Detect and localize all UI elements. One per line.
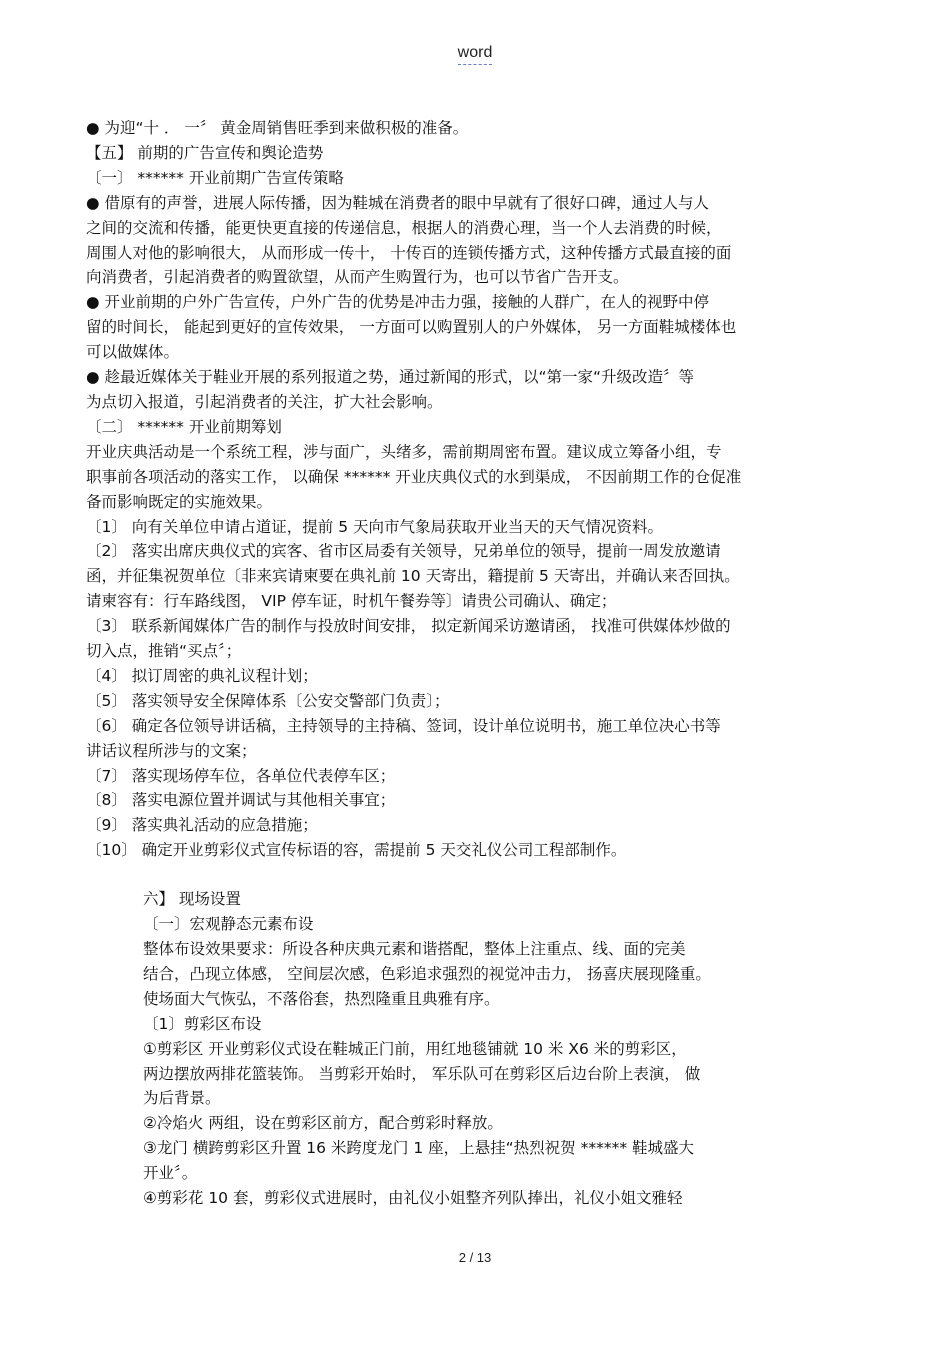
text-line: 讲话议程所涉与的文案； bbox=[86, 741, 257, 760]
text-line: 职事前各项活动的落实工作， 以确保 ****** 开业庆典仪式的水到渠成， 不因前期工作的仓促准 bbox=[86, 467, 742, 486]
text-line: 切入点，推销“买点〞； bbox=[86, 642, 242, 661]
text-line: 开业庆典活动是一个系统工程，涉与面广，头绪多，需前期周密布置。建议成立筹备小组，专 bbox=[86, 442, 722, 461]
list-item: 〔1〕 向有关单位申请占道证，提前 5 天向市气象局获取开业当天的天气情况资料。 bbox=[86, 517, 664, 536]
text-line: ● 为迎“十 ． 一〞 黄金周销售旺季到来做积极的准备。 bbox=[86, 119, 469, 137]
text-line: 结合，凸现立体感， 空间层次感，色彩追求强烈的视觉冲击力， 扬喜庆展现隆重。 bbox=[143, 964, 711, 983]
document-body bbox=[86, 116, 866, 1211]
text-line: ● 趁最近媒体关于鞋业开展的系列报道之势，通过新闻的形式，以“第一家“升级改造〞等 bbox=[86, 368, 695, 387]
text-line: 开业〞。 bbox=[143, 1164, 198, 1183]
subsection-heading: 〔1〕剪彩区布设 bbox=[143, 1014, 262, 1033]
section-six bbox=[86, 887, 866, 1211]
text-line: 为点切入报道，引起消费者的关注，扩大社会影响。 bbox=[86, 392, 443, 411]
text-line: 向消费者，引起消费者的购置欲望，从而产生购置行为，也可以节省广告开支。 bbox=[86, 268, 629, 287]
list-item: 〔6〕 确定各位领导讲话稿，主持领导的主持稿、签词，设计单位说明书，施工单位决心书等 bbox=[86, 716, 721, 735]
paragraph-gap bbox=[86, 863, 866, 887]
list-item: 〔10〕 确定开业剪彩仪式宣传标语的容，需提前 5 天交礼仪公司工程部制作。 bbox=[86, 841, 627, 860]
list-item: 〔5〕 落实领导安全保障体系〔公安交警部门负责〕； bbox=[86, 691, 450, 710]
subsection-heading: 〔一〕 ****** 开业前期广告宣传策略 bbox=[86, 168, 344, 187]
text-line: 整体布设效果要求：所设各种庆典元素和谐搭配，整体上注重点、线、面的完美 bbox=[143, 940, 686, 958]
list-item: ①剪彩区 开业剪彩仪式设在鞋城正门前，用红地毯铺就 10 米 X6 米的剪彩区， bbox=[143, 1039, 687, 1058]
list-item: 〔3〕 联系新闻媒体广告的制作与投放时间安排， 拟定新闻采访邀请函， 找准可供媒体炒做的 bbox=[86, 617, 731, 636]
section-heading: 六】 现场设置 bbox=[143, 890, 241, 909]
text-line: 请柬容有：行车路线图， VIP 停车证，时机午餐券等〕请贵公司确认、确定； bbox=[86, 592, 617, 611]
text-line: ● 借原有的声誉，进展人际传播，因为鞋城在消费者的眼中早就有了很好口碑，通过人与人 bbox=[86, 193, 709, 212]
list-item: ④剪彩花 10 套，剪彩仪式进展时，由礼仪小姐整齐列队捧出，礼仪小姐文雅轻 bbox=[143, 1189, 683, 1208]
text-line: 为后背景。 bbox=[143, 1089, 221, 1108]
page-header bbox=[0, 44, 950, 65]
text-line: 之间的交流和传播，能更快更直接的传递信息，根据人的消费心理，当一个人去消费的时候， bbox=[86, 218, 722, 237]
text-line: 周围人对他的影响很大， 从而形成一传十， 十传百的连锁传播方式，这种传播方式最直接的面 bbox=[86, 243, 732, 262]
header-title: word bbox=[458, 44, 493, 65]
page-number: 2 / 13 bbox=[458, 1250, 492, 1265]
subsection-heading: 〔一〕宏观静态元素布设 bbox=[143, 915, 314, 934]
list-item: 〔7〕 落实现场停车位，各单位代表停车区； bbox=[86, 766, 396, 785]
list-item: 〔9〕 落实典礼活动的应急措施； bbox=[86, 816, 318, 835]
text-line: 可以做媒体。 bbox=[86, 343, 180, 362]
list-item: 〔8〕 落实电源位置并调试与其他相关事宜； bbox=[86, 791, 396, 810]
text-line: ● 开业前期的户外广告宣传，户外广告的优势是冲击力强，接触的人群广，在人的视野中停 bbox=[86, 293, 709, 312]
subsection-heading: 〔二〕 ****** 开业前期筹划 bbox=[86, 417, 282, 436]
text-line: 备而影响既定的实施效果。 bbox=[86, 492, 273, 511]
text-line: 两边摆放两排花篮装饰。 当剪彩开始时， 军乐队可在剪彩区后边台阶上表演， 做 bbox=[143, 1064, 701, 1083]
text-line: 使场面大气恢弘，不落俗套，热烈隆重且典雅有序。 bbox=[143, 989, 500, 1008]
section-heading: 【五】 前期的广告宣传和舆论造势 bbox=[86, 143, 324, 162]
text-line: 留的时间长， 能起到更好的宣传效果， 一方面可以购置别人的户外媒体， 另一方面鞋城楼体也 bbox=[86, 318, 737, 337]
list-item: 〔2〕 落实出席庆典仪式的宾客、省市区局委有关领导，兄弟单位的领导，提前一周发放邀请 bbox=[86, 542, 721, 561]
text-line: 函，并征集祝贺单位〔非来宾请柬要在典礼前 10 天寄出，籍提前 5 天寄出，并确认来否回执。 bbox=[86, 567, 740, 586]
list-item: ③龙门 横跨剪彩区升置 16 米跨度龙门 1 座，上悬挂“热烈祝贺 ****** 鞋城盛大 bbox=[143, 1139, 695, 1158]
list-item: 〔4〕 拟订周密的典礼议程计划； bbox=[86, 666, 318, 685]
list-item: ②冷焰火 两组，设在剪彩区前方，配合剪彩时释放。 bbox=[143, 1114, 503, 1133]
